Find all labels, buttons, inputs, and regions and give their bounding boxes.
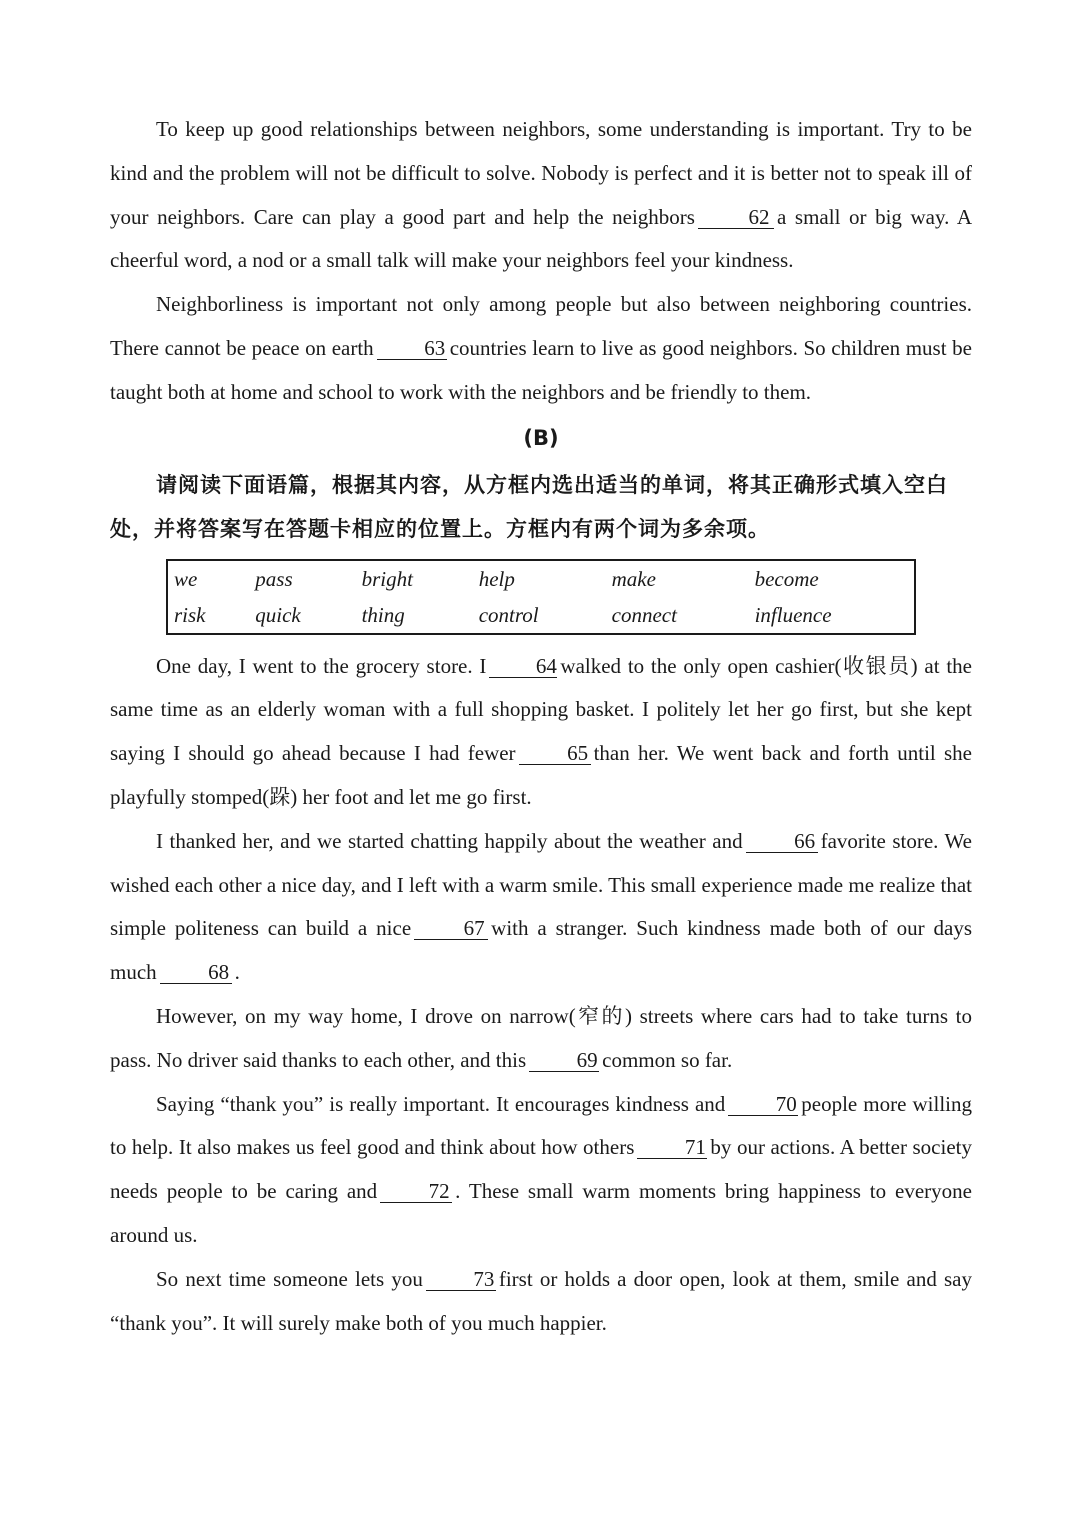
paragraph-b2 [110, 820, 972, 995]
text: favorite store. We wished each other a nice day, and I left with a warm smile. This small experience made me realize that simple politeness can build a nice [110, 828, 973, 941]
word: risk [174, 603, 206, 628]
section-title: (B) [523, 425, 559, 450]
word: thing [361, 603, 405, 628]
page-content [110, 108, 972, 1345]
word: help [478, 567, 515, 592]
blank-67: 67 [414, 917, 488, 940]
text: by our actions. A better society needs people to be caring and [110, 1135, 972, 1204]
blank-63: 63 [377, 337, 447, 360]
word-box-row [167, 560, 915, 597]
text: One day, I went to the grocery store. I [156, 653, 487, 678]
blank-68: 68 [160, 961, 232, 984]
paragraph-b4 [110, 1083, 972, 1258]
word-box-row [167, 597, 915, 634]
word: influence [754, 603, 832, 628]
text: people more willing to help. It also makes us feel good and think about how others [110, 1091, 972, 1160]
word: quick [255, 603, 301, 628]
blank-62: 62 [698, 206, 774, 229]
text: common so far. [602, 1047, 733, 1072]
paragraph-b5 [110, 1258, 972, 1346]
blank-71: 71 [637, 1136, 707, 1159]
text: I thanked her, and we started chatting happily about the weather and [156, 828, 743, 853]
paragraph-b3 [110, 995, 972, 1083]
paragraph-a2 [110, 283, 972, 414]
blank-70: 70 [728, 1093, 798, 1116]
instruction-text: 请阅读下面语篇，根据其内容，从方框内选出适当的单词，将其正确形式填入空白处，并将答案写在答题卡相应的位置上。方框内有两个词为多余项。 [110, 472, 948, 541]
text: first or holds a door open, look at them, smile and say “thank you”. It will surely make both of you much happier. [110, 1266, 972, 1335]
text: with a stranger. Such kindness made both of our days much [110, 916, 973, 985]
word: pass [255, 567, 293, 592]
blank-69: 69 [529, 1049, 599, 1072]
text: So next time someone lets you [156, 1266, 423, 1291]
word: connect [611, 603, 677, 628]
blank-65: 65 [519, 742, 591, 765]
word: bright [361, 567, 413, 592]
text: . [234, 960, 240, 985]
text: Neighborliness is important not only among people but also between neighboring countries. There cannot be peace on earth [110, 292, 972, 360]
paragraph-b1 [110, 645, 972, 820]
text: than her. We went back and forth until she playfully stomped(跺) her foot and let me go first. [110, 741, 972, 809]
text: walked to the only open cashier(收银员) at the same time as an elderly woman with a full shopping basket. I politely let her go first, but she kept saying I should go ahead because I had fewer [110, 653, 972, 766]
blank-66: 66 [746, 830, 818, 853]
blank-73: 73 [426, 1268, 496, 1291]
paragraph-a1 [110, 108, 972, 283]
text: However, on my way home, I drove on narrow(窄的) streets where cars had to take turns to pass. No driver said thanks to each other, and this [110, 1003, 972, 1072]
text: To keep up good relationships between neighbors, some understanding is important. Try to be kind and the problem will not be difficult to solve. Nobody is perfect and it is better not to speak ill of your neighbors. Care can play a good part and help the neighbors [110, 117, 972, 229]
word: become [754, 567, 819, 592]
word: control [478, 603, 539, 628]
text: . These small warm moments bring happiness to everyone around us. [110, 1179, 972, 1247]
text: Saying “thank you” is really important. It encourages kindness and [156, 1091, 726, 1116]
blank-72: 72 [380, 1180, 452, 1203]
text: a small or big way. A cheerful word, a nod or a small talk will make your neighbors feel your kindness. [110, 204, 972, 273]
word: make [611, 567, 656, 592]
text: countries learn to live as good neighbors. So children must be taught both at home and school to work with the neighbors and be friendly to them. [110, 335, 972, 404]
blank-64: 64 [489, 655, 557, 678]
word-box [166, 559, 916, 635]
word: we [174, 567, 198, 592]
